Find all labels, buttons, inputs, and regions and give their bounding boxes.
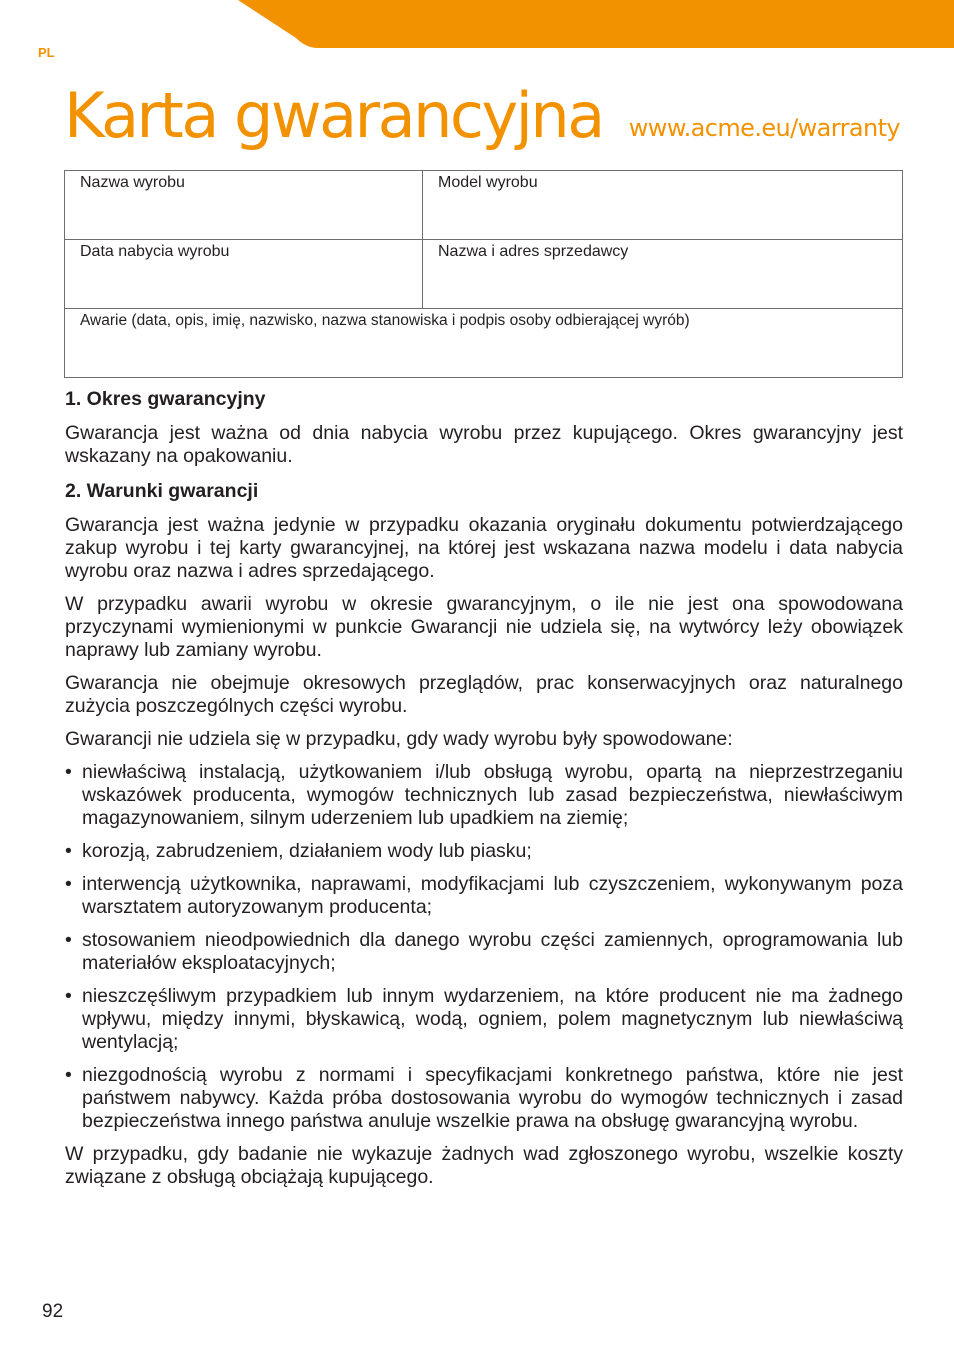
exclusions-list — [65, 761, 903, 1133]
section-2-paragraph: Gwarancji nie udziela się w przypadku, gdy wady wyrobu były spowodowane: — [65, 728, 733, 750]
section-2-paragraph: Gwarancja jest ważna jedynie w przypadku okazania oryginału dokumentu potwierdzającego zakup wyrobu i tej karty gwarancyjnej, na której jest wskazana nazwa modelu i data nabycia wyrobu oraz nazwa i adres sprzedającego. — [65, 514, 903, 582]
section-1-paragraph: Gwarancja jest ważna od dnia nabycia wyrobu przez kupującego. Okres gwarancyjny jest wskazany na opakowaniu. — [65, 422, 903, 467]
warranty-form — [64, 170, 903, 378]
list-item: • korozją, zabrudzeniem, działaniem wody lub piasku; — [65, 840, 903, 863]
section-2-paragraph: Gwarancja nie obejmuje okresowych przeglądów, prac konserwacyjnych oraz naturalnego zużycia poszczególnych części wyrobu. — [65, 672, 903, 717]
page-number: 92 — [42, 1301, 64, 1322]
list-item: • niewłaściwą instalacją, użytkowaniem i/lub obsługą wyrobu, opartą na nieprzestrzeganiu wskazówek producenta, wymogów technicznych lub zasad bezpieczeństwa, niewłaściwym magazynowaniem, silnym uderzeniem lub upadkiem na ziemię; — [65, 761, 903, 830]
failures-field[interactable] — [65, 309, 903, 378]
warranty-terms — [65, 386, 903, 1199]
page-title: Karta gwarancyjna — [64, 79, 603, 152]
list-item: • interwencją użytkownika, naprawami, modyfikacjami lub czyszczeniem, wykonywanym poza warsztatem autoryzowanym producenta; — [65, 873, 903, 919]
list-item: • niezgodnością wyrobu z normami i specyfikacjami konkretnego państwa, które nie jest państwem nabywcy. Każda próba dostosowania wyrobu do wymogów technicznych i zasad bezpieczeństwa innego państwa anuluje wszelkie prawa na obsługę gwarancyjną wyrobu. — [65, 1064, 903, 1133]
purchase-date-field[interactable] — [65, 240, 423, 309]
list-item: • nieszczęśliwym przypadkiem lub innym wydarzeniem, na które producent nie ma żadnego wpływu, między innymi, błyskawicą, wodą, ogniem, polem magnetycznym lub niewłaściwą wentylacją; — [65, 985, 903, 1054]
purchase-date-label: Data nabycia wyrobu — [80, 243, 230, 260]
product-model-field[interactable] — [423, 171, 903, 240]
warranty-url: www.acme.eu/warranty — [628, 114, 900, 142]
product-model-label: Model wyrobu — [438, 174, 538, 191]
language-label: PL — [38, 45, 55, 60]
header-accent-band — [238, 0, 954, 48]
section-2-paragraph: W przypadku awarii wyrobu w okresie gwarancyjnym, o ile nie jest ona spowodowana przyczynami wymienionymi w punkcie Gwarancji nie udziela się, na wytwórcy leży obowiązek naprawy lub zamiany wyrobu. — [65, 593, 903, 661]
seller-field[interactable] — [423, 240, 903, 309]
failures-label: Awarie (data, opis, imię, nazwisko, nazwa stanowiska i podpis osoby odbierającej wyrób) — [80, 312, 690, 329]
list-item: • stosowaniem nieodpowiednich dla danego wyrobu części zamiennych, oprogramowania lub materiałów eksploatacyjnych; — [65, 929, 903, 975]
product-name-label: Nazwa wyrobu — [80, 174, 185, 191]
product-name-field[interactable] — [65, 171, 423, 240]
closing-paragraph: W przypadku, gdy badanie nie wykazuje żadnych wad zgłoszonego wyrobu, wszelkie koszty związane z obsługą obciążają kupującego. — [65, 1143, 903, 1188]
section-2-heading: 2. Warunki gwarancji — [65, 480, 259, 502]
section-1-heading: 1. Okres gwarancyjny — [65, 388, 266, 410]
seller-label: Nazwa i adres sprzedawcy — [438, 243, 629, 260]
